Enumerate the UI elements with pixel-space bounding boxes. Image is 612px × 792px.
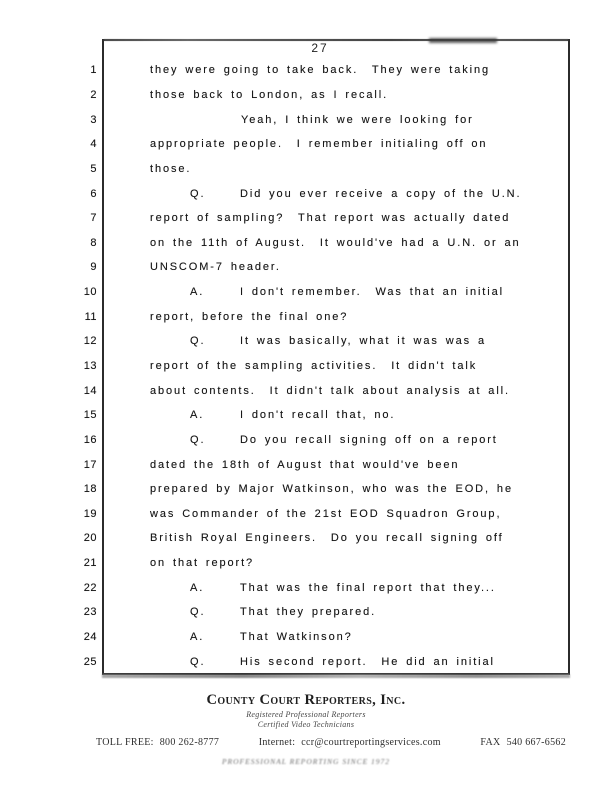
line-number: 14 — [83, 384, 97, 397]
line-body: they were going to take back. They were taking — [150, 64, 491, 77]
fax — [480, 737, 566, 748]
line-body: That Watkinson? — [240, 631, 353, 644]
toll-free-number: 800 262-8777 — [159, 737, 220, 748]
line-body: on that report? — [150, 557, 255, 570]
line-number: 11 — [84, 310, 97, 323]
line-number: 13 — [83, 360, 97, 372]
line-number: 25 — [83, 655, 97, 668]
line-number: 12 — [83, 335, 97, 348]
transcript-line — [0, 378, 612, 403]
transcript-line — [0, 280, 612, 305]
firm-motto: PROFESSIONAL REPORTING SINCE 1972 — [221, 757, 391, 766]
line-body: That they prepared. — [240, 606, 377, 619]
line-text — [150, 434, 498, 446]
fax-label: FAX — [480, 737, 501, 748]
line-text — [150, 114, 474, 126]
line-text — [150, 237, 521, 249]
line-text — [150, 656, 495, 668]
line-body: Did you ever receive a copy of the U.N. — [240, 187, 522, 200]
speaker-prefix: Q. — [190, 433, 206, 446]
speaker-prefix: Q. — [190, 655, 206, 668]
speaker-prefix: Q. — [190, 606, 206, 619]
scan-smudge-bottom — [102, 674, 570, 678]
transcript-line — [0, 452, 612, 477]
line-number: 19 — [83, 507, 97, 520]
speaker-prefix: Q. — [190, 187, 206, 200]
line-number: 18 — [83, 483, 97, 496]
transcript-line — [0, 58, 612, 83]
line-text — [150, 89, 388, 101]
line-text — [150, 64, 490, 76]
line-text — [150, 138, 487, 150]
transcript-line — [0, 649, 612, 674]
transcript-line — [0, 206, 612, 231]
line-body: report, before the final one? — [150, 310, 349, 323]
speaker-prefix: A. — [190, 631, 205, 644]
line-body: Do you recall signing off on a report — [240, 433, 498, 446]
line-number: 1 — [90, 64, 97, 77]
fax-number: 540 667-6562 — [506, 737, 566, 748]
transcript-line — [0, 477, 612, 502]
page-number: 27 — [311, 41, 329, 55]
internet-label: Internet: — [258, 737, 296, 748]
line-text — [150, 483, 513, 495]
speaker-prefix: A. — [190, 286, 205, 299]
transcript-line — [0, 502, 612, 527]
line-text — [150, 532, 504, 544]
line-body: It was basically, what it was was a — [240, 335, 486, 348]
firm-tagline-2: Certified Video Technicians — [257, 720, 355, 729]
line-number: 9 — [90, 261, 97, 274]
line-text — [150, 582, 496, 594]
line-text — [150, 311, 348, 323]
line-number: 21 — [83, 557, 97, 570]
line-body: I don't recall that, no. — [240, 409, 396, 422]
line-body: was Commander of the 21st EOD Squadron Group, — [150, 507, 502, 520]
line-text — [150, 286, 504, 298]
line-number: 20 — [83, 532, 97, 545]
line-body: on the 11th of August. It would've had a U.N. or an — [150, 236, 521, 249]
line-number: 7 — [90, 212, 97, 225]
transcript-lines — [0, 58, 612, 674]
line-body: dated the 18th of August that would've been — [150, 458, 460, 471]
line-text — [150, 335, 486, 347]
transcript-line — [0, 329, 612, 354]
line-body: those back to London, as I recall. — [150, 88, 389, 101]
speaker-prefix: Q. — [190, 335, 206, 348]
line-text — [150, 557, 254, 569]
transcript-line — [0, 354, 612, 379]
line-body: those. — [150, 162, 192, 175]
footer-contact-line — [96, 737, 566, 748]
line-text — [150, 631, 353, 643]
line-body: appropriate people. I remember initialing off on — [150, 138, 488, 151]
line-body: about contents. It didn't talk about analysis at all. — [150, 384, 510, 397]
internet — [259, 737, 441, 748]
scan-smudge-blob — [429, 38, 497, 43]
toll-free — [96, 737, 219, 748]
transcript-line — [0, 107, 612, 132]
transcript-line — [0, 625, 612, 650]
line-body: Yeah, I think we were looking for — [241, 113, 474, 126]
line-text — [150, 188, 521, 200]
line-number: 24 — [83, 631, 97, 644]
line-body: report of the sampling activities. It didn't talk — [150, 360, 478, 372]
line-text — [150, 606, 376, 618]
scan-smudge-top — [104, 39, 568, 41]
firm-name: County Court Reporters, Inc. — [206, 692, 406, 708]
line-text — [150, 163, 191, 175]
line-text — [150, 508, 501, 520]
line-text — [150, 409, 395, 421]
transcript-line — [0, 551, 612, 576]
line-number: 8 — [90, 236, 97, 249]
transcript-line — [0, 157, 612, 182]
transcript-line — [0, 255, 612, 280]
line-number: 10 — [83, 286, 97, 299]
transcript-line — [0, 230, 612, 255]
line-number: 2 — [90, 88, 97, 101]
line-text — [150, 261, 281, 273]
line-body: His second report. He did an initial — [240, 655, 495, 668]
line-number: 5 — [90, 162, 97, 175]
line-number: 6 — [90, 187, 97, 200]
transcript-line — [0, 132, 612, 157]
speaker-prefix: A. — [190, 409, 205, 422]
line-text — [150, 385, 510, 397]
line-text — [150, 459, 459, 471]
line-text — [150, 360, 477, 372]
line-number: 23 — [83, 606, 97, 619]
line-body: prepared by Major Watkinson, who was the EOD, he — [150, 483, 513, 496]
transcript-line — [0, 304, 612, 329]
speaker-prefix: A. — [190, 581, 205, 594]
transcript-line — [0, 600, 612, 625]
line-text — [150, 212, 510, 224]
transcript-line — [0, 83, 612, 108]
line-body: UNSCOM-7 header. — [150, 261, 281, 274]
transcript-line — [0, 526, 612, 551]
line-number: 16 — [83, 433, 97, 446]
transcript-line — [0, 428, 612, 453]
line-body: report of sampling? That report was actually dated — [150, 212, 511, 225]
line-body: British Royal Engineers. Do you recall signing off — [150, 532, 504, 545]
transcript-line — [0, 403, 612, 428]
email-address: ccr@courtreportingservices.com — [301, 737, 441, 748]
line-body: I don't remember. Was that an initial — [240, 286, 504, 299]
line-number: 22 — [83, 581, 97, 594]
firm-tagline-1: Registered Professional Reporters — [246, 710, 366, 719]
line-number: 17 — [83, 458, 97, 471]
line-body: That was the final report that they... — [240, 581, 496, 594]
toll-free-label: TOLL FREE: — [96, 737, 154, 748]
transcript-line — [0, 575, 612, 600]
transcript-line — [0, 181, 612, 206]
line-number: 4 — [90, 138, 97, 151]
line-number: 15 — [83, 409, 97, 422]
line-number: 3 — [90, 113, 97, 126]
